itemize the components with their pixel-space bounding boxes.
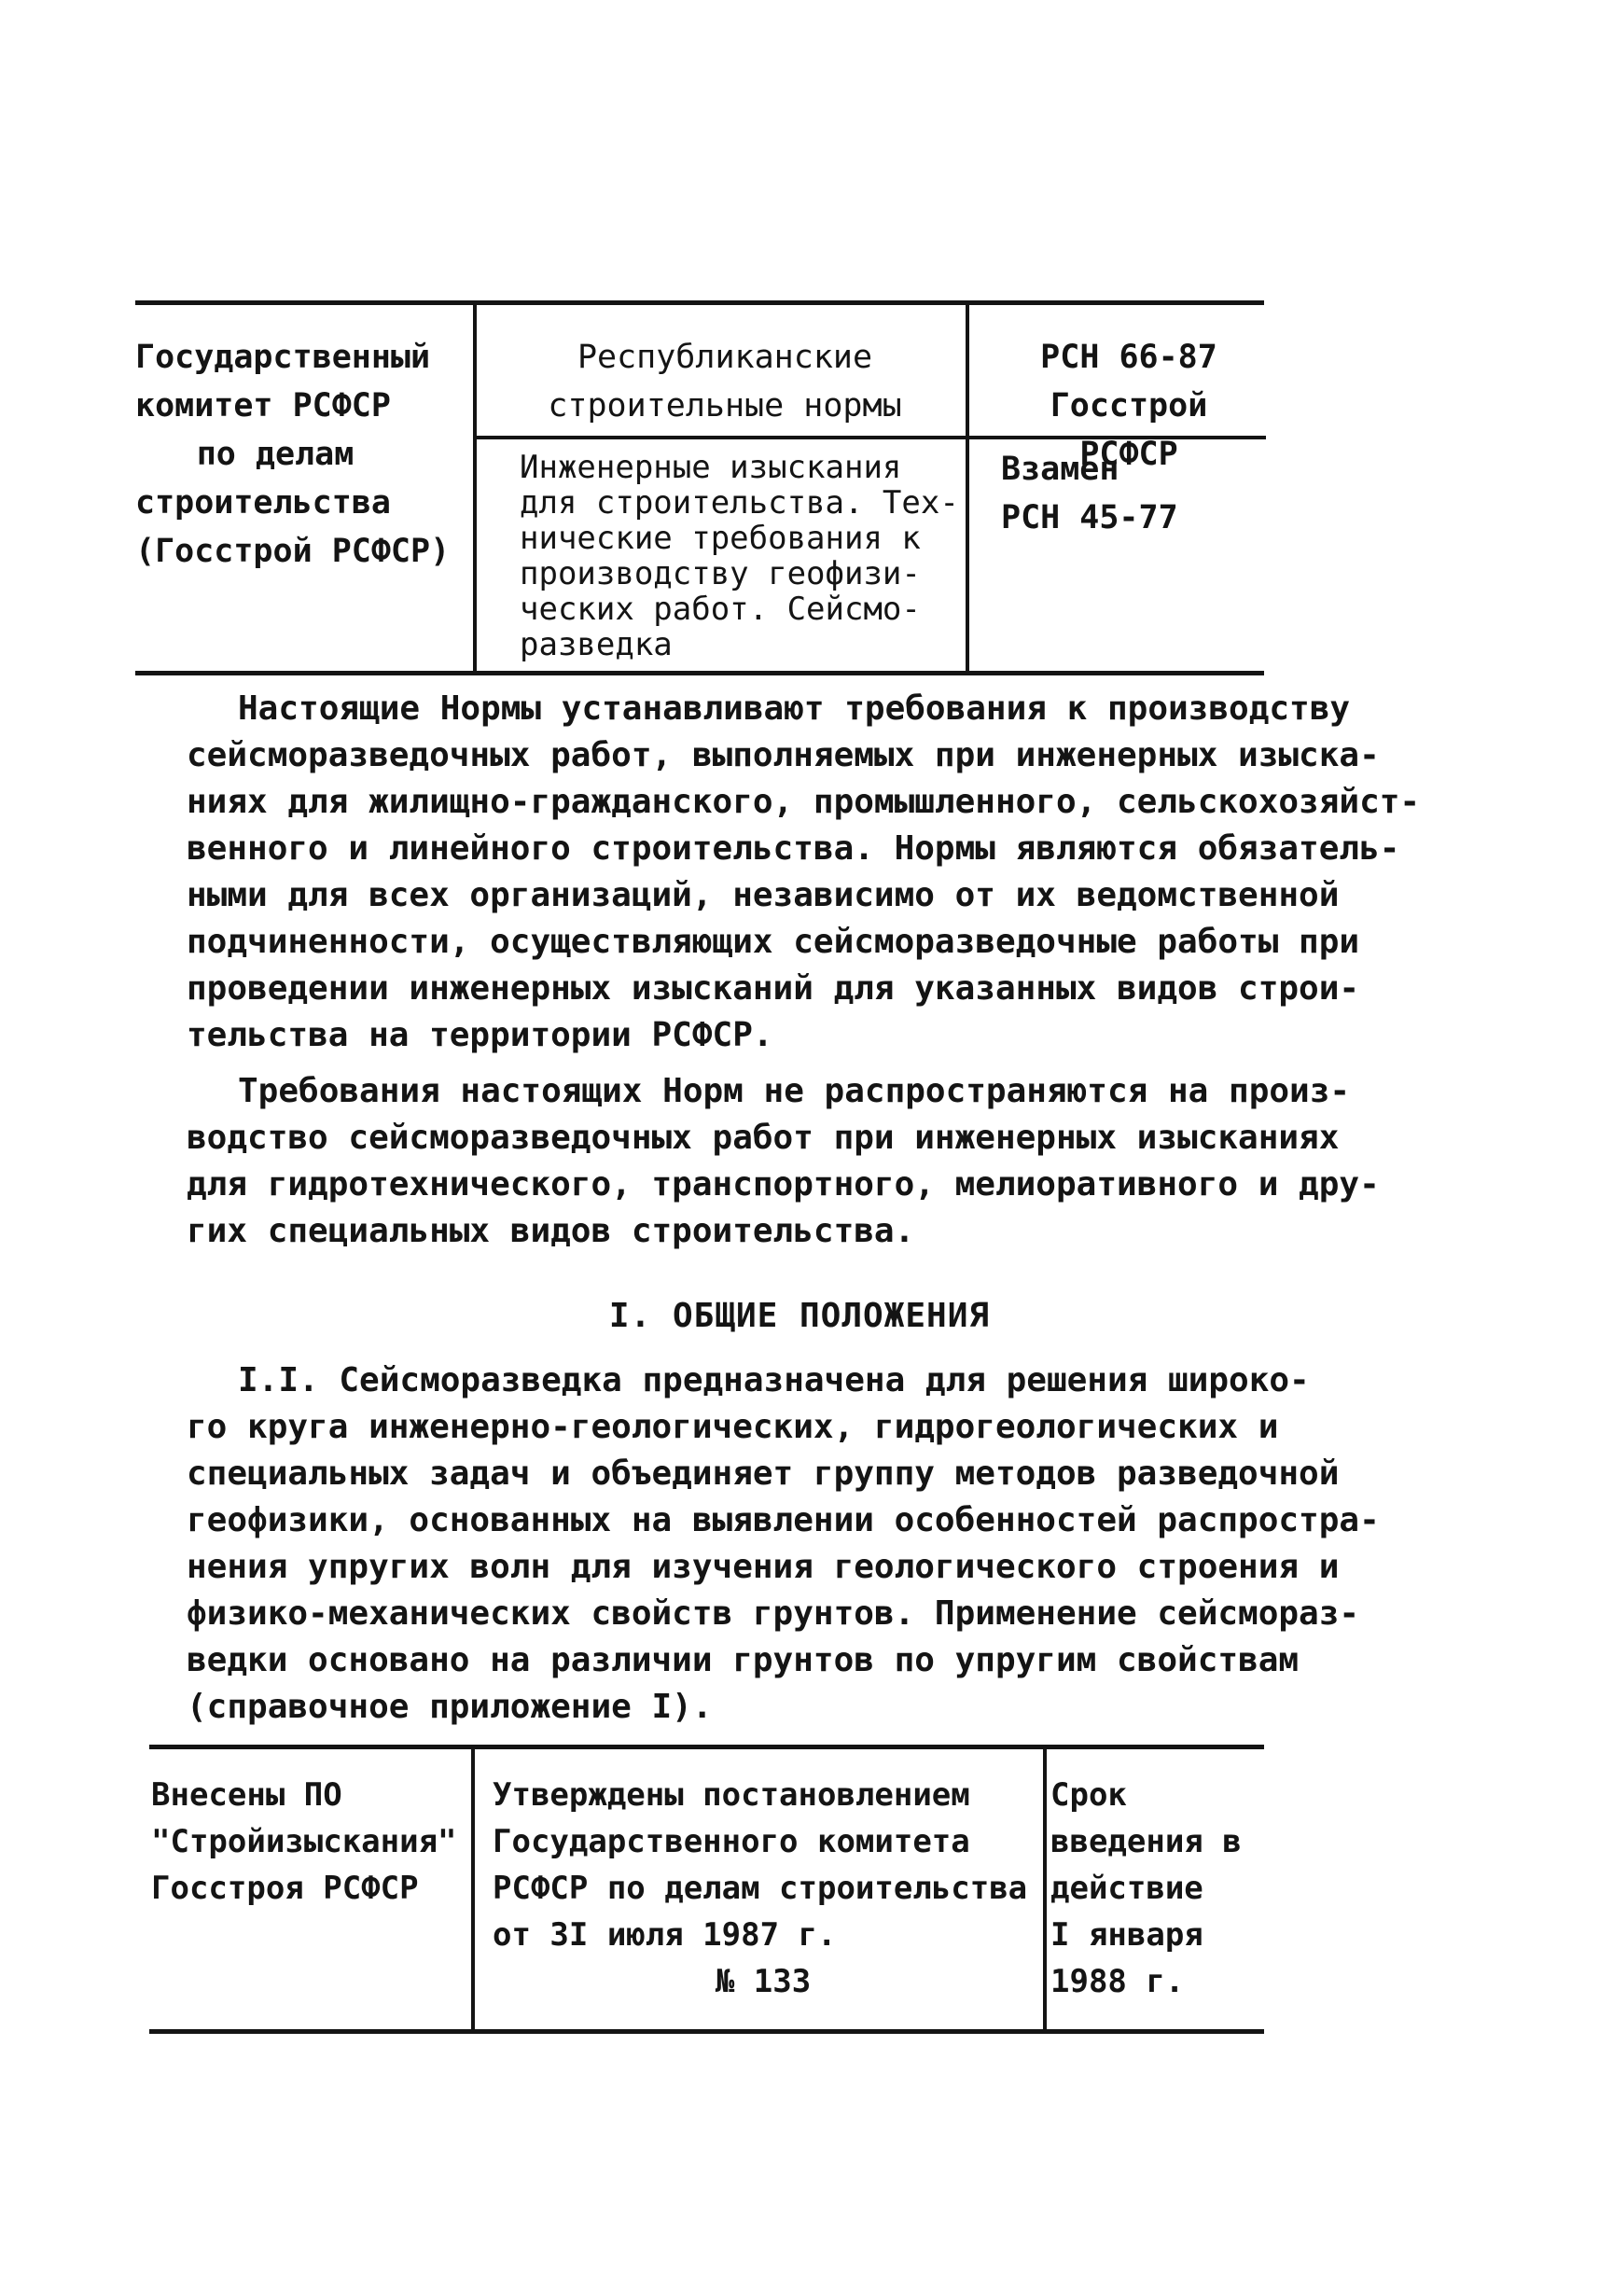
text-line: гих специальных видов строительства. [187,1212,915,1250]
category-cell [482,333,967,430]
submitted-line: "Стройизыскания" [151,1823,457,1860]
title-line: нические требования к [520,520,921,557]
text-line: (справочное приложение I). [187,1688,713,1726]
approved-line: Государственного комитета [493,1823,970,1860]
text-line: для гидротехнического, транспортного, мелиоративного и дру- [187,1165,1380,1204]
text-line: ниях для жилищно-гражданского, промышленного, сельскохозяйст- [187,783,1421,821]
text-line: водство сейсморазведочных работ при инженерных изысканиях [187,1119,1340,1157]
text-line: Настоящие Нормы устанавливают требования к производству [238,689,1351,728]
submitted-cell [151,1772,459,1912]
title-line: Инженерные изыскания [520,449,902,486]
approved-line: РСФСР по делам строительства [493,1870,1028,1907]
title-line: разведка [520,626,673,663]
header-divider-1 [473,305,477,671]
effective-line: 1988 г. [1050,1963,1185,2000]
effective-line: введения в [1050,1823,1242,1860]
text-line: подчиненности, осуществляющих сейсморазведочные работы при [187,923,1360,961]
text-line: венного и линейного строительства. Нормы являются обязатель- [187,829,1400,868]
text-line: I.I. Сейсморазведка предназначена для решения широко- [238,1361,1310,1399]
text-line: ными для всех организаций, независимо от их ведомственной [187,876,1340,914]
agency-line: по делам [196,436,355,473]
footer-divider-1 [471,1749,475,2029]
text-line: физико-механических свойств грунтов. Применение сейсмораз- [187,1594,1360,1633]
text-line: нения упругих волн для изучения геологического строения и [187,1548,1340,1586]
agency-line: комитет РСФСР [135,387,391,424]
title-line: ческих работ. Сейсмо- [520,591,921,628]
approved-line: Утверждены постановлением [493,1776,970,1814]
text-line: сейсморазведочных работ, выполняемых при инженерных изыска- [187,736,1380,774]
text-line: геофизики, основанных на выявлении особенностей распростра- [187,1501,1380,1539]
agency-line: (Госстрой РСФСР) [135,533,451,570]
text-line: ведки основано на различии грунтов по упругим свойствам [187,1641,1300,1679]
effective-line: действие [1050,1870,1203,1907]
submitted-line: Госстроя РСФСР [151,1870,419,1907]
effective-line: Срок [1050,1776,1127,1814]
agency-line: строительства [135,484,391,522]
section-heading: I. ОБЩИЕ ПОЛОЖЕНИЯ [608,1297,991,1335]
text-line: Требования настоящих Норм не распространяются на произ- [238,1072,1351,1110]
submitted-line: Внесены ПО [151,1776,342,1814]
title-cell [520,450,986,662]
approved-line: от 3I июля 1987 г. [493,1916,837,1954]
effective-line: I января [1050,1916,1203,1954]
category-line: строительные нормы [548,387,902,424]
footer-table [149,1745,1264,2034]
agency-line: Государственный [135,339,431,376]
title-line: для строительства. Тех- [520,484,959,522]
replaces-code: РСН 45-77 [1001,499,1178,536]
replaces-cell [1001,445,1262,542]
text-line: тельства на территории РСФСР. [187,1016,773,1054]
text-line: го круга инженерно-геологических, гидрогеологических и [187,1408,1279,1446]
effective-cell [1050,1772,1265,2005]
approved-number: № 133 [715,1963,812,2000]
text-line: проведении инженерных изысканий для указанных видов строи- [187,969,1360,1008]
category-line: Республиканские [577,339,873,376]
intro-paragraph-1 [187,686,1421,1059]
code-line: РСН 66-87 [1040,339,1217,376]
replaces-label: Взамен [1001,451,1119,488]
intro-paragraph-2 [187,1068,1380,1255]
text-line: специальных задач и объединяет группу методов разведочной [187,1454,1340,1493]
code-line: Госстрой РСФСР [1050,387,1208,473]
section-paragraph [187,1357,1380,1731]
agency-cell [135,333,466,576]
header-table [135,300,1264,675]
title-line: производству геофизи- [520,555,921,592]
